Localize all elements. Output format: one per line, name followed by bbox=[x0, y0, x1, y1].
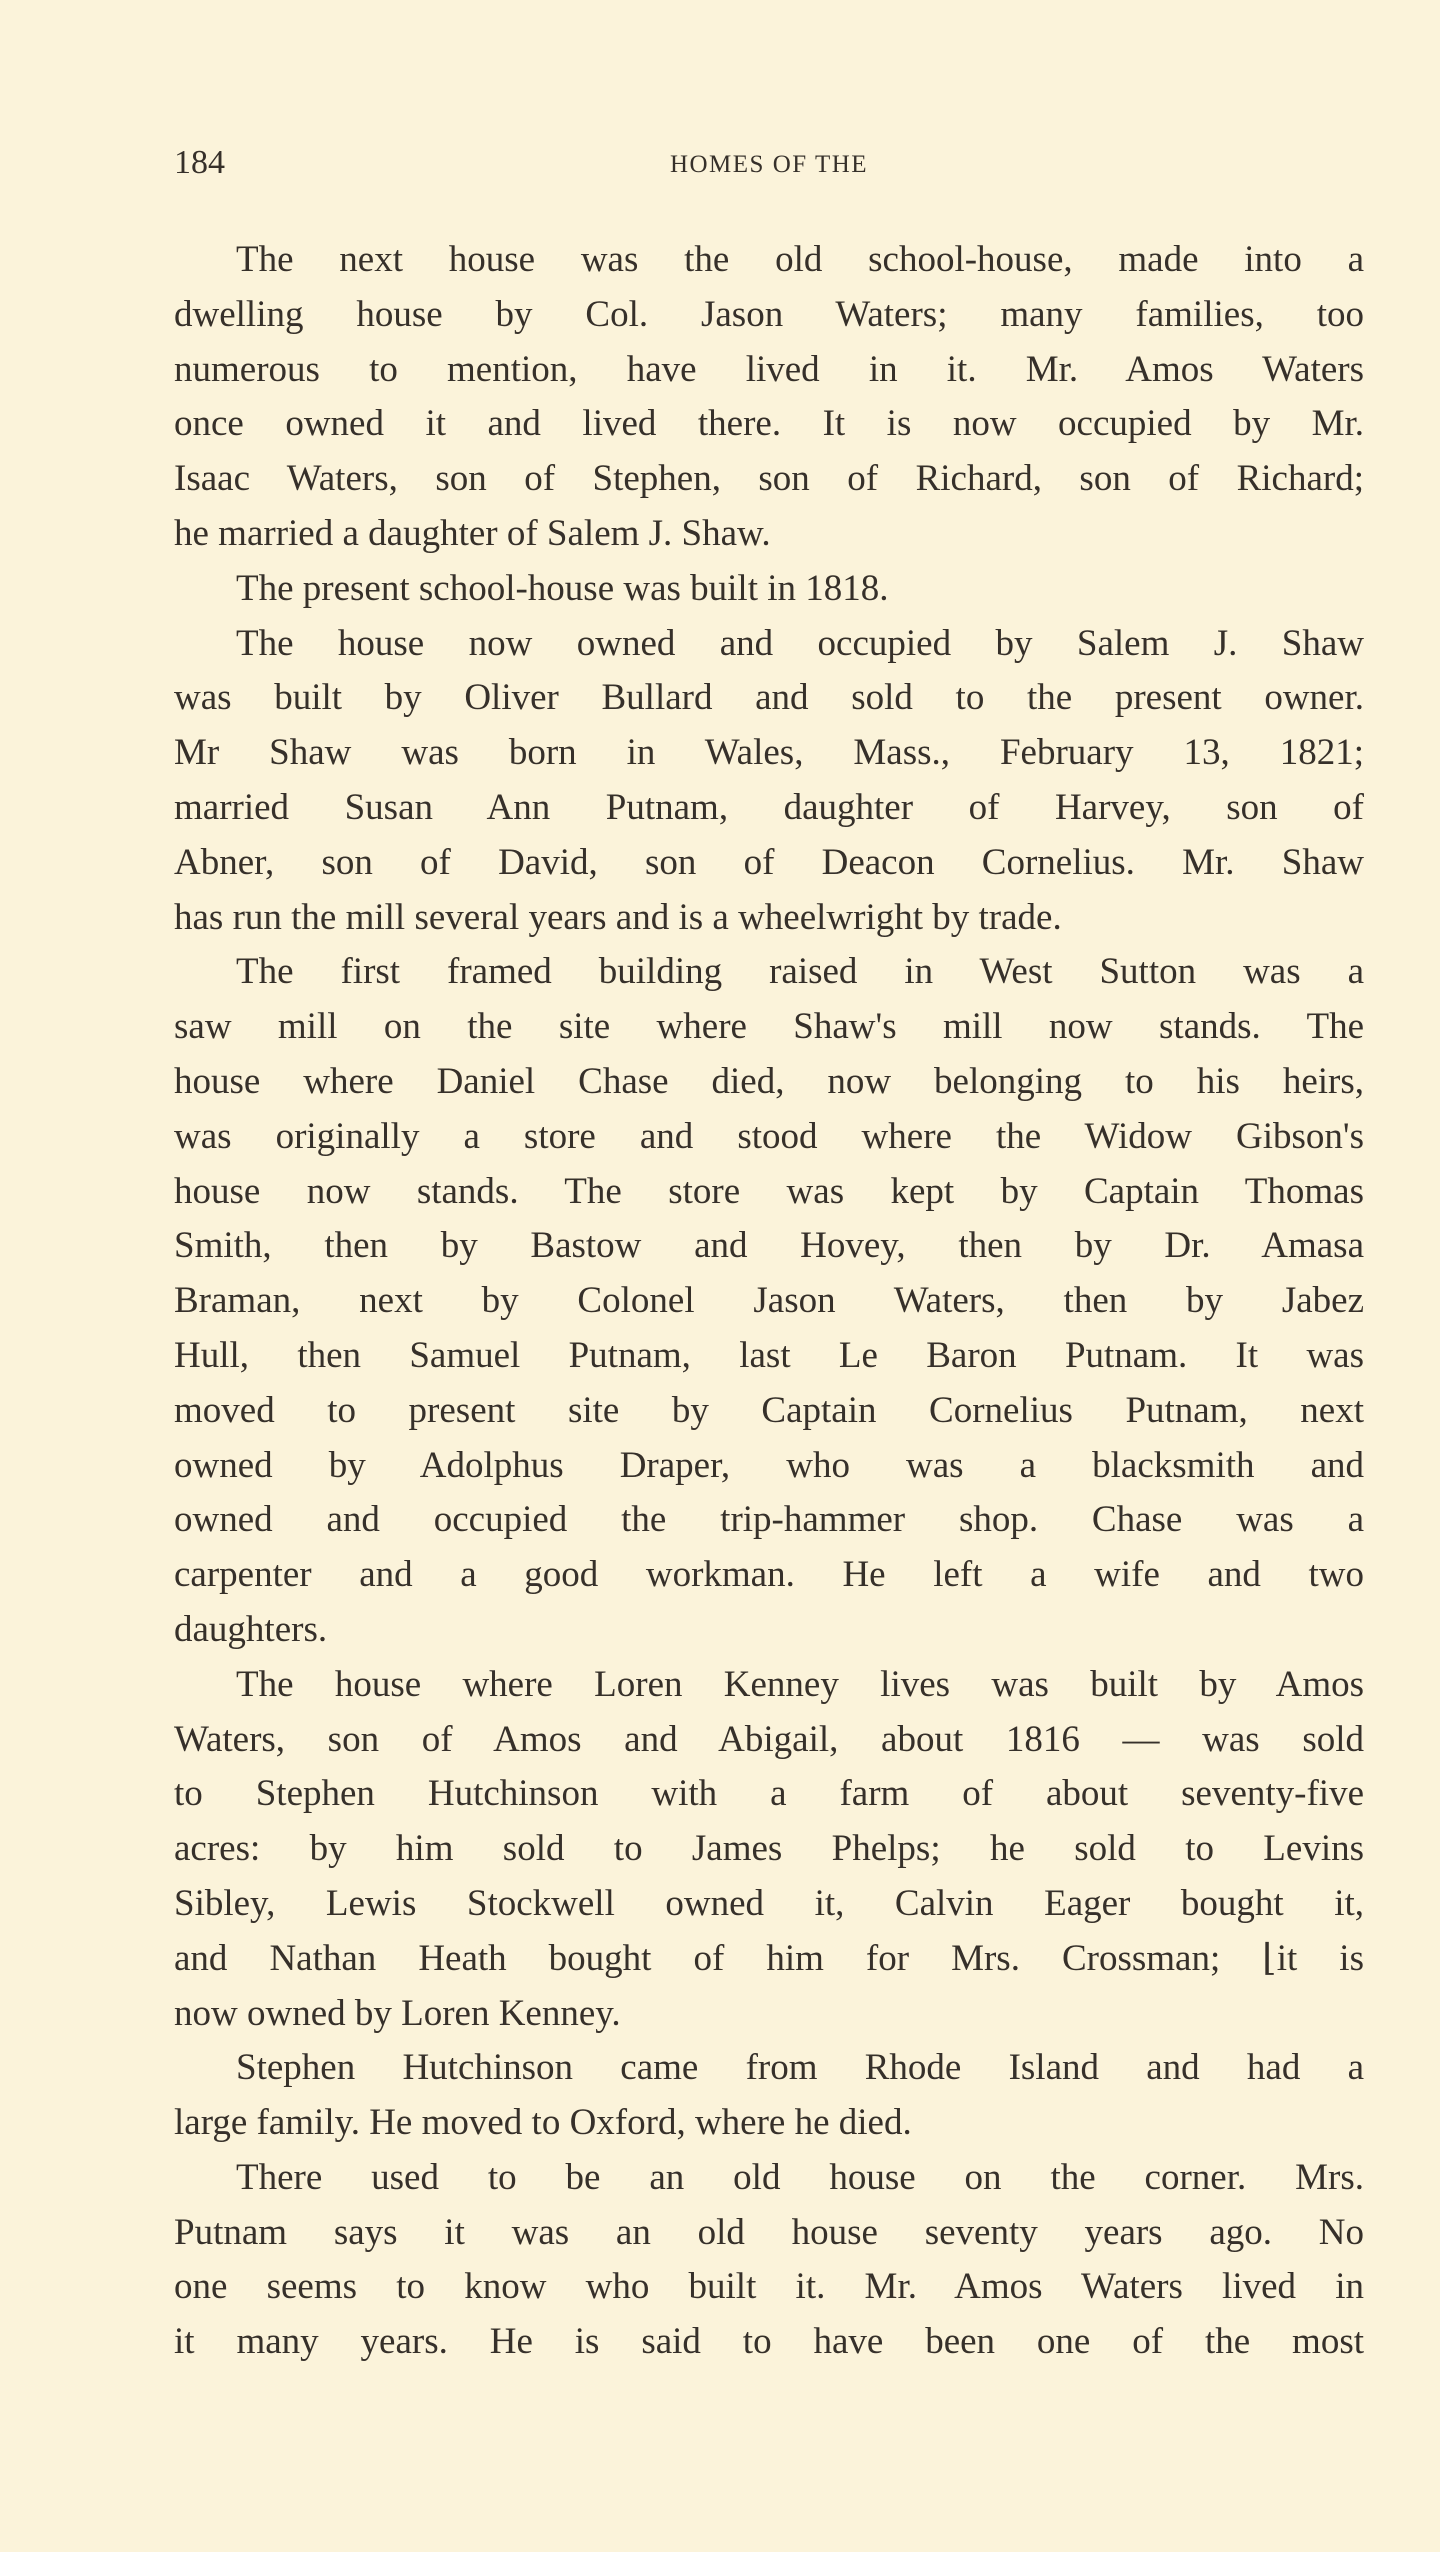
text-line: has run the mill several years and is a wheelwright by trade. bbox=[174, 896, 1062, 938]
text-line: The house now owned and occupied by Salem J. Shaw bbox=[236, 622, 1364, 664]
text-line: it many years. He is said to have been one of the most bbox=[174, 2321, 1364, 2363]
text-line: Putnam says it was an old house seventy years ago. No bbox=[174, 2211, 1364, 2253]
paragraph bbox=[174, 2041, 1364, 2151]
paragraph bbox=[174, 617, 1364, 946]
text-line: was built by Oliver Bullard and sold to the present owner. bbox=[174, 677, 1364, 719]
text-line: owned and occupied the trip-hammer shop. Chase was a bbox=[174, 1499, 1364, 1541]
paragraph bbox=[174, 1658, 1364, 2042]
text-line: was originally a store and stood where the Widow Gibson's bbox=[174, 1115, 1364, 1157]
text-line: daughters. bbox=[174, 1608, 328, 1650]
text-line: saw mill on the site where Shaw's mill now stands. The bbox=[174, 1006, 1364, 1048]
text-line: Isaac Waters, son of Stephen, son of Richard, son of Richard; bbox=[174, 458, 1364, 500]
text-line: and Nathan Heath bought of him for Mrs. Crossman; ⌊it is bbox=[174, 1937, 1364, 1979]
text-line: married Susan Ann Putnam, daughter of Harvey, son of bbox=[174, 786, 1364, 828]
page-number: 184 bbox=[174, 144, 225, 181]
text-line: dwelling house by Col. Jason Waters; many families, too bbox=[174, 293, 1364, 335]
text-line: moved to present site by Captain Cornelius Putnam, next bbox=[174, 1389, 1364, 1431]
paragraph bbox=[174, 2151, 1364, 2370]
text-line: Mr Shaw was born in Wales, Mass., February 13, 1821; bbox=[174, 732, 1364, 774]
paragraph bbox=[174, 233, 1364, 562]
text-line: Stephen Hutchinson came from Rhode Island and had a bbox=[236, 2047, 1364, 2089]
text-line: Abner, son of David, son of Deacon Cornelius. Mr. Shaw bbox=[174, 841, 1364, 883]
text-line: The first framed building raised in West Sutton was a bbox=[236, 951, 1364, 993]
text-line: The house where Loren Kenney lives was built by Amos bbox=[236, 1663, 1364, 1705]
text-line: Braman, next by Colonel Jason Waters, then by Jabez bbox=[174, 1280, 1364, 1322]
text-line: The present school-house was built in 1818. bbox=[236, 567, 889, 609]
text-line: There used to be an old house on the corner. Mrs. bbox=[236, 2156, 1364, 2198]
page-header bbox=[174, 138, 1364, 188]
paragraph bbox=[174, 945, 1364, 1657]
text-line: Waters, son of Amos and Abigail, about 1816 — was sold bbox=[174, 1718, 1364, 1760]
text-line: once owned it and lived there. It is now occupied by Mr. bbox=[174, 403, 1364, 445]
text-line: acres: by him sold to James Phelps; he sold to Levins bbox=[174, 1828, 1364, 1870]
page-body bbox=[174, 233, 1364, 2370]
paragraph bbox=[174, 562, 1364, 617]
text-line: owned by Adolphus Draper, who was a blacksmith and bbox=[174, 1444, 1364, 1486]
text-line: Sibley, Lewis Stockwell owned it, Calvin Eager bought it, bbox=[174, 1882, 1364, 1924]
text-line: Hull, then Samuel Putnam, last Le Baron Putnam. It was bbox=[174, 1334, 1364, 1376]
text-line: Smith, then by Bastow and Hovey, then by Dr. Amasa bbox=[174, 1225, 1364, 1267]
running-title: HOMES OF THE bbox=[669, 151, 869, 178]
text-line: large family. He moved to Oxford, where he died. bbox=[174, 2102, 912, 2144]
text-line: one seems to know who built it. Mr. Amos Waters lived in bbox=[174, 2266, 1364, 2308]
text-line: he married a daughter of Salem J. Shaw. bbox=[174, 512, 771, 554]
text-line: house where Daniel Chase died, now belonging to his heirs, bbox=[174, 1060, 1364, 1102]
text-line: carpenter and a good workman. He left a wife and two bbox=[174, 1554, 1364, 1596]
text-line: numerous to mention, have lived in it. Mr. Amos Waters bbox=[174, 348, 1364, 390]
text-line: now owned by Loren Kenney. bbox=[174, 1992, 621, 2034]
text-line: to Stephen Hutchinson with a farm of about seventy-five bbox=[174, 1773, 1364, 1815]
text-line: house now stands. The store was kept by Captain Thomas bbox=[174, 1170, 1364, 1212]
text-line: The next house was the old school-house, made into a bbox=[236, 239, 1364, 280]
